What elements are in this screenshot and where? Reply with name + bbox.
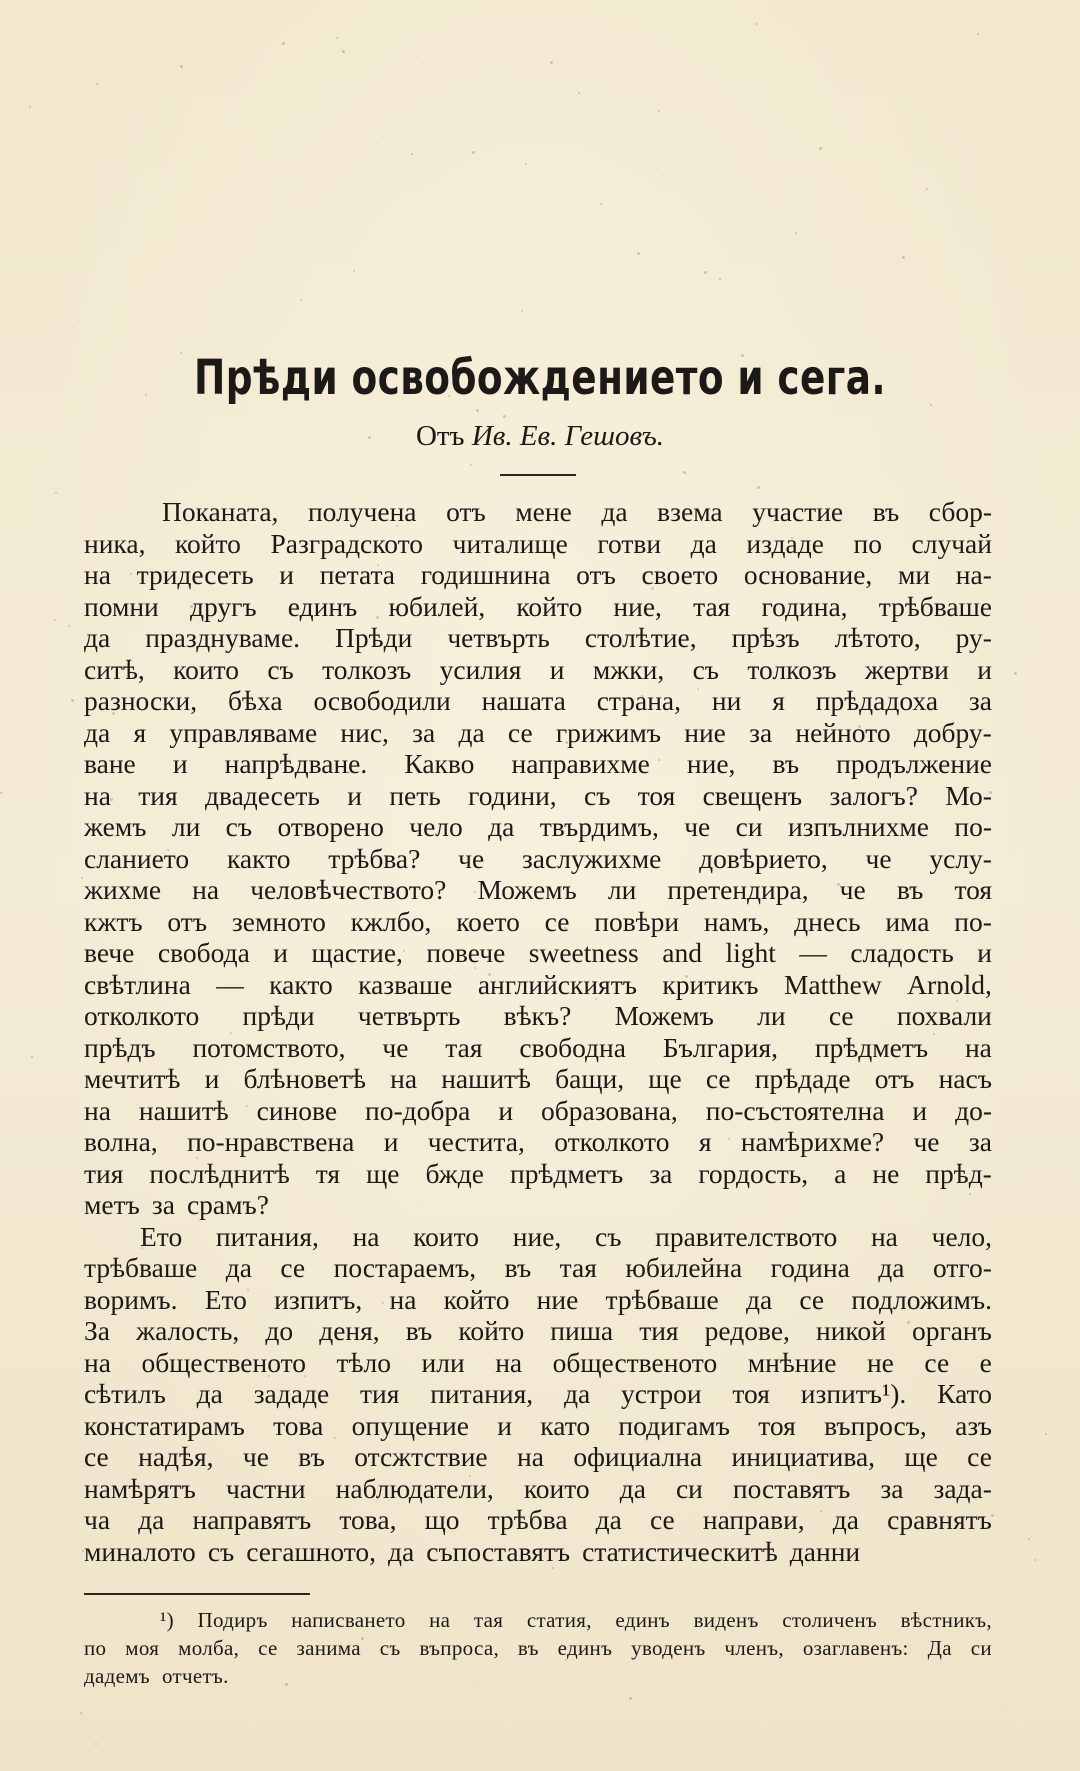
body-line: да я управляваме нис, за да се грижимъ ние за нейното добру-	[84, 716, 992, 748]
paper-speck	[757, 486, 760, 489]
paper-speck	[384, 1030, 385, 1031]
paper-speck	[578, 92, 580, 94]
body-line: вече свобода и щастие, повече sweetness and light — сладость и	[84, 937, 992, 968]
body-line: помни другъ единъ юбилей, който ние, тая година, трѣбваше	[84, 590, 992, 622]
paper-speck	[977, 33, 979, 35]
paper-speck	[1014, 672, 1017, 675]
article-body	[84, 496, 992, 1567]
paper-speck	[600, 203, 602, 205]
body-line: прѣдъ потомството, че тая свободна България, прѣдметъ на	[84, 1031, 992, 1063]
paper-speck	[521, 310, 523, 312]
body-line: ситѣ, които съ толкозъ усилия и мжки, съ толкозъ жертви и	[84, 653, 992, 685]
paper-speck	[403, 950, 405, 952]
body-line: мечтитѣ и блѣноветѣ на нашитѣ бащи, ще се прѣдаде отъ насъ	[84, 1063, 992, 1094]
paper-speck	[488, 973, 491, 976]
paper-speck	[300, 299, 302, 301]
paper-speck	[956, 1000, 958, 1002]
paper-speck	[819, 147, 822, 150]
body-line: тия послѣднитѣ тя ще бжде прѣдметъ за гордость, а не прѣд-	[84, 1157, 992, 1189]
paper-speck	[902, 256, 905, 259]
paper-speck	[704, 271, 707, 274]
paper-speck	[247, 1289, 249, 1291]
paper-speck	[662, 175, 663, 176]
paper-speck	[550, 61, 553, 64]
paper-speck	[3, 1481, 4, 1482]
body-line: на общественото тѣло или на общественото мнѣние не се е	[84, 1346, 992, 1378]
paper-speck	[95, 1743, 97, 1745]
paper-speck	[368, 436, 371, 439]
paper-speck	[376, 616, 379, 619]
footnote-line: по моя молба, се занима съ въпроса, въ единъ уводенъ членъ, озаглавенъ: Да си	[84, 1636, 992, 1660]
paper-speck	[377, 564, 379, 566]
body-line: на тия двадесеть и петь години, съ тоя свещенъ залогъ? Мо-	[84, 779, 992, 811]
paper-speck	[377, 143, 378, 144]
paper-speck	[564, 927, 567, 930]
paper-speck	[683, 471, 686, 474]
body-line: на тридесеть и петата годишнина отъ своето основание, ми на-	[84, 559, 992, 590]
paper-speck	[196, 1157, 198, 1159]
body-line: жемъ ли съ отворено чело да твърдимъ, че си изпълнихме по-	[84, 811, 992, 842]
paper-speck	[54, 619, 56, 621]
paper-speck	[430, 897, 432, 899]
title-divider	[500, 474, 576, 476]
paper-speck	[73, 327, 74, 328]
paper-speck	[351, 179, 352, 180]
byline-author: Ив. Ев. Гешовъ.	[471, 420, 665, 452]
body-line: волна, по-нравствена и честита, отколкото я намѣрихме? че за	[84, 1126, 992, 1157]
body-line: намѣрятъ частни наблюдатели, които да си поставятъ за зада-	[84, 1472, 992, 1504]
paper-speck	[989, 791, 992, 794]
body-line: За жалость, до деня, въ който пиша тия редове, никой органъ	[84, 1315, 992, 1346]
body-line: жихме на человѣчеството? Можемъ ли претендира, че въ тоя	[84, 874, 992, 905]
body-line: ча да направятъ това, що трѣбва да се направи, да сравнятъ	[84, 1504, 992, 1535]
paper-speck	[68, 625, 70, 627]
paper-speck	[285, 1683, 288, 1686]
paper-speck	[658, 759, 660, 761]
body-line: на нашитѣ синове по-добра и образована, по-състоятелна и до-	[84, 1094, 992, 1126]
paper-speck	[1045, 1433, 1047, 1435]
paper-speck	[316, 1391, 318, 1393]
body-line: отколкото прѣди четвърть вѣкъ? Можемъ ли се похвали	[84, 1000, 992, 1031]
paper-speck	[361, 1637, 364, 1640]
paper-speck	[55, 492, 57, 494]
paper-speck	[180, 65, 183, 68]
paper-speck	[342, 50, 345, 53]
footnotes	[84, 1606, 992, 1690]
paper-speck	[80, 1712, 82, 1714]
paper-speck	[112, 712, 115, 715]
paper-speck	[728, 1138, 730, 1140]
body-line: разноски, бѣха освободили нашата страна, ни я прѣдадоха за	[84, 685, 992, 716]
paper-speck	[417, 56, 418, 57]
paper-speck	[304, 1375, 306, 1377]
body-line: воримъ. Ето изпитъ, на който ние трѣбваше да се подложимъ.	[84, 1283, 992, 1315]
paper-speck	[411, 153, 413, 155]
byline-prefix: Отъ	[415, 420, 465, 452]
paper-speck	[470, 464, 472, 466]
paper-speck	[641, 695, 644, 698]
body-line: миналото съ сегашното, да съпоставятъ статистическитѣ данни	[84, 1535, 861, 1567]
paper-speck	[1034, 1559, 1036, 1561]
paper-speck	[565, 741, 568, 744]
paper-speck	[353, 270, 355, 272]
paper-speck	[719, 278, 721, 280]
paper-speck	[96, 83, 98, 85]
paper-speck	[176, 1, 177, 2]
body-line: да празднуваме. Прѣди четвърть столѣтие, прѣзъ лѣтото, ру-	[84, 622, 992, 653]
footnote-line: ¹) Подиръ написването на тая статия, единъ виденъ столиченъ вѣстникъ,	[160, 1608, 992, 1632]
paper-speck	[282, 42, 285, 45]
paper-speck	[944, 1270, 946, 1272]
body-line: Ето питания, на които ние, съ правителството на чело,	[140, 1220, 992, 1252]
paper-speck	[685, 975, 688, 978]
paper-speck	[795, 232, 797, 234]
paper-speck	[978, 959, 981, 962]
paper-speck	[503, 415, 506, 418]
paper-speck	[820, 1510, 822, 1512]
paper-speck	[167, 849, 169, 851]
body-line: кжтъ отъ земното кжлбо, което се повѣри намъ, днесь има по-	[84, 905, 992, 937]
byline	[0, 420, 1080, 453]
paper-speck	[756, 23, 758, 25]
article-title: Прѣди освобождението и сега.	[193, 350, 887, 406]
paper-speck	[225, 235, 226, 236]
body-line: сланието както трѣбва? че заслужихме довѣрието, че услу-	[84, 842, 992, 874]
paper-speck	[933, 1033, 935, 1035]
paper-speck	[130, 573, 132, 575]
paper-speck	[31, 1056, 33, 1058]
body-line: свѣтлина — както казваше английскиятъ критикъ Matthew Arnold,	[84, 968, 992, 1000]
paper-speck	[525, 163, 527, 165]
body-line: ника, който Разградското читалище готви да издаде по случай	[84, 527, 992, 559]
paper-speck	[259, 918, 261, 920]
paper-speck	[521, 807, 522, 808]
body-line: констатирамъ това опущение и като подигамъ тоя въпросъ, азъ	[84, 1409, 992, 1441]
paper-speck	[0, 792, 2, 794]
paper-speck	[637, 252, 640, 255]
paper-speck	[574, 491, 575, 492]
paper-speck	[991, 1514, 994, 1517]
paper-speck	[190, 605, 193, 608]
footnote-divider	[84, 1593, 310, 1595]
footnote-line: дадемъ отчетъ.	[84, 1664, 229, 1688]
paper-speck	[1004, 1706, 1005, 1707]
body-line: ване и напрѣдване. Какво направихме ние, въ продължение	[84, 748, 992, 779]
paper-speck	[1028, 1538, 1030, 1540]
paper-speck	[837, 883, 840, 886]
paper-speck	[741, 354, 744, 357]
paper-speck	[334, 1437, 336, 1439]
paper-speck	[29, 106, 31, 108]
paper-speck	[22, 945, 23, 946]
paper-speck	[472, 151, 475, 154]
paper-speck	[629, 1697, 632, 1700]
paper-speck	[336, 37, 338, 39]
paper-speck	[476, 409, 479, 412]
paper-speck	[658, 110, 660, 112]
body-line: метъ за срамъ?	[84, 1189, 269, 1220]
paper-speck	[791, 537, 793, 539]
paper-speck	[110, 798, 113, 801]
paper-speck	[474, 891, 476, 893]
paper-speck	[82, 1550, 84, 1552]
body-line: трѣбваше да се постараемъ, въ тая юбилейна година да отго-	[84, 1252, 992, 1283]
body-line: се надѣя, че въ отсжтствие на официална инициатива, ще се	[84, 1441, 992, 1472]
paper-speck	[268, 1375, 270, 1377]
paper-speck	[71, 699, 74, 702]
body-line: сѣтилъ да зададе тия питания, да устрои тоя изпитъ¹). Като	[84, 1378, 992, 1409]
paper-speck	[595, 998, 597, 1000]
paper-speck	[532, 1236, 534, 1238]
paper-speck	[926, 188, 928, 190]
paper-speck	[552, 1567, 554, 1569]
body-line: Поканата, получена отъ мене да взема участие въ сбор-	[162, 496, 992, 527]
